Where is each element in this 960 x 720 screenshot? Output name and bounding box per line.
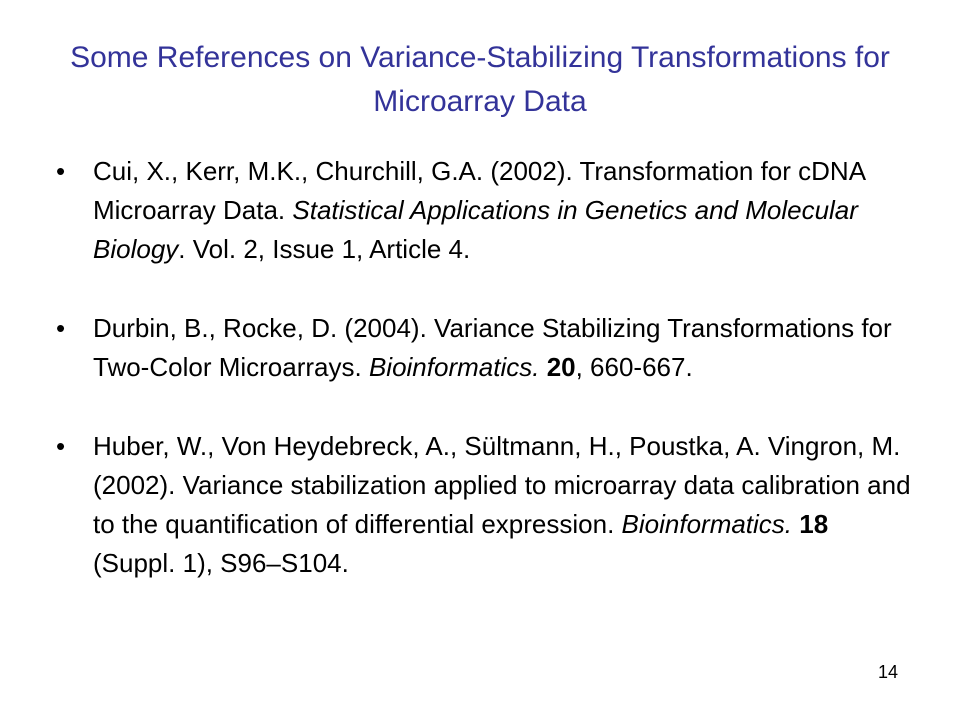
bullet-icon: • [56, 156, 66, 186]
reference-item-huber [56, 427, 916, 583]
reference-details: (Suppl. 1), S96–S104. [93, 548, 349, 578]
reference-authors-year: Durbin, B., Rocke, D. (2004). [93, 313, 427, 343]
reference-title: Variance Stabilizing Transformations for Two-Color Microarrays. [93, 313, 892, 382]
reference-title: Transformation for cDNA Microarray Data. [93, 156, 865, 225]
reference-item-durbin [56, 309, 916, 387]
reference-volume: 20 [546, 352, 576, 382]
reference-title: Variance stabilization applied to microarray data calibration and to the quantification of differential expression. [93, 470, 911, 539]
bullet-icon: • [56, 431, 66, 461]
reference-list [56, 152, 916, 583]
page-number: 14 [878, 662, 899, 682]
reference-volume: 18 [799, 509, 829, 539]
reference-item-cui [56, 152, 916, 269]
reference-journal: Statistical Applications in Genetics and Molecular Biology [93, 195, 858, 264]
reference-authors-year: Huber, W., Von Heydebreck, A., Sültmann, H., Poustka, A. Vingron, M. (2002). [93, 431, 901, 500]
slide-title: Some References on Variance-Stabilizing Transformations for Microarray Data [70, 41, 890, 118]
reference-authors-year: Cui, X., Kerr, M.K., Churchill, G.A. (2002). [93, 156, 573, 186]
bullet-icon: • [56, 313, 66, 343]
reference-journal: Bioinformatics. [621, 509, 793, 539]
reference-journal: Bioinformatics. [368, 352, 540, 382]
reference-details: , 660-667. [575, 352, 693, 382]
reference-details: . Vol. 2, Issue 1, Article 4. [178, 234, 471, 264]
